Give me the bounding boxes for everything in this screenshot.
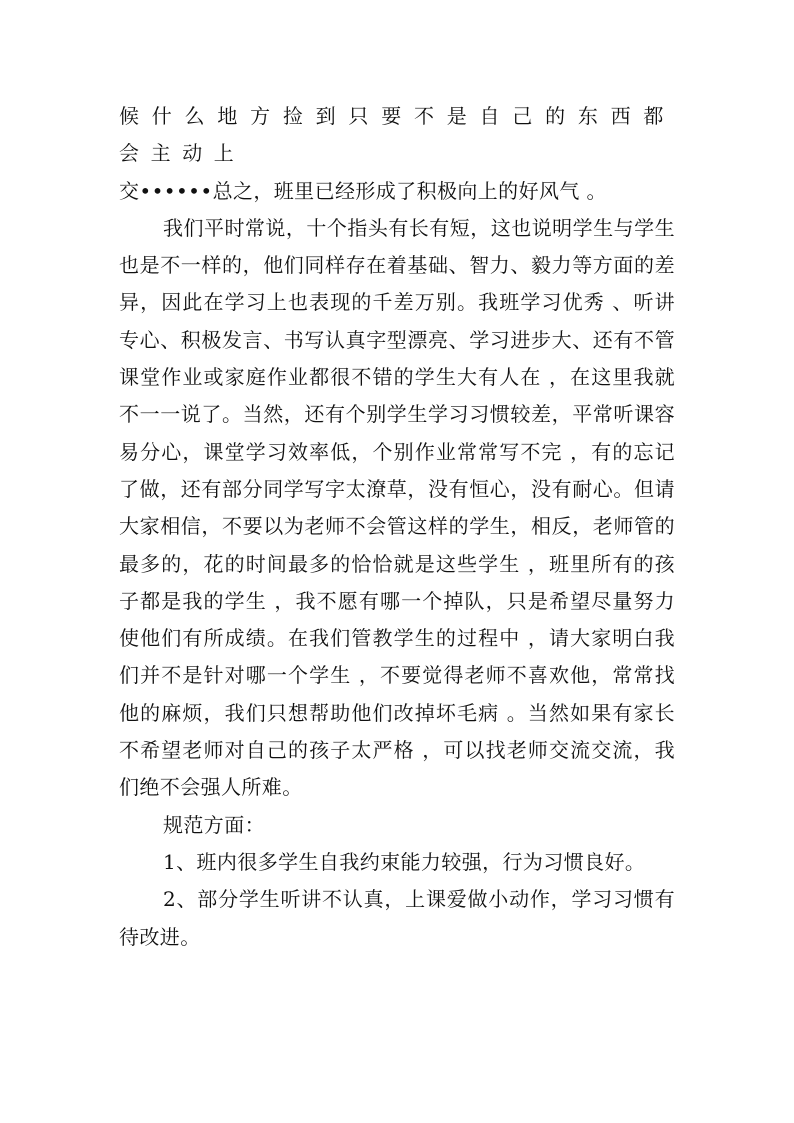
section-heading: 规范方面： [163,812,265,837]
paragraph-2: 我们平时常说，十个指头有长有短，这也说明学生与学生也是不一样的，他们同样存在着基础、智力、毅力等方面的差异，因此在学习上也表现的千差万别。我班学习优秀 、听讲专心、积极发言、书写认真字型漂亮、学习进步大、还有不管课堂作业或家庭作业都很不错的学生大有人在 ，在这里我就不一一说了。当然，还有个别学生学习习惯较差，平常听课容易分心，课堂学习效率低，个别作业常常写不完 ，有的忘记了做，还有部分同学写字太潦草，没有恒心，没有耐心。但请大家相信，不要以为老师不会管这样的学生，相反，老师管的最多的，花的时间最多的恰恰就是这些学生 ，班里所有的孩子都是我的学生 ，我不愿有哪一个掉队，只是希望尽量努力使他们有所成绩。在我们管教学生的过程中 ，请大家明白我们并不是针对哪一个学生 ，不要觉得老师不喜欢他，常常找他的麻烦，我们只想帮助他们改掉坏毛病 。当然如果有家长不希望老师对自己的孩子太严格 ，可以找老师交流交流，我们绝不会强人所难。 [119,215,675,800]
list-item-1: 1、班内很多学生自我约束能力较强，行为习惯良好。 [163,849,646,874]
continuation-line: 候什么地方捡到只要不是自己的东西都会主动上 [119,104,675,166]
document-body [119,98,675,956]
paragraph-1-end: 交••••••总之，班里已经形成了积极向上的好风气 。 [119,178,607,203]
list-item-2: 2、部分学生听讲不认真，上课爱做小动作，学习习惯有待改进。 [119,887,675,949]
